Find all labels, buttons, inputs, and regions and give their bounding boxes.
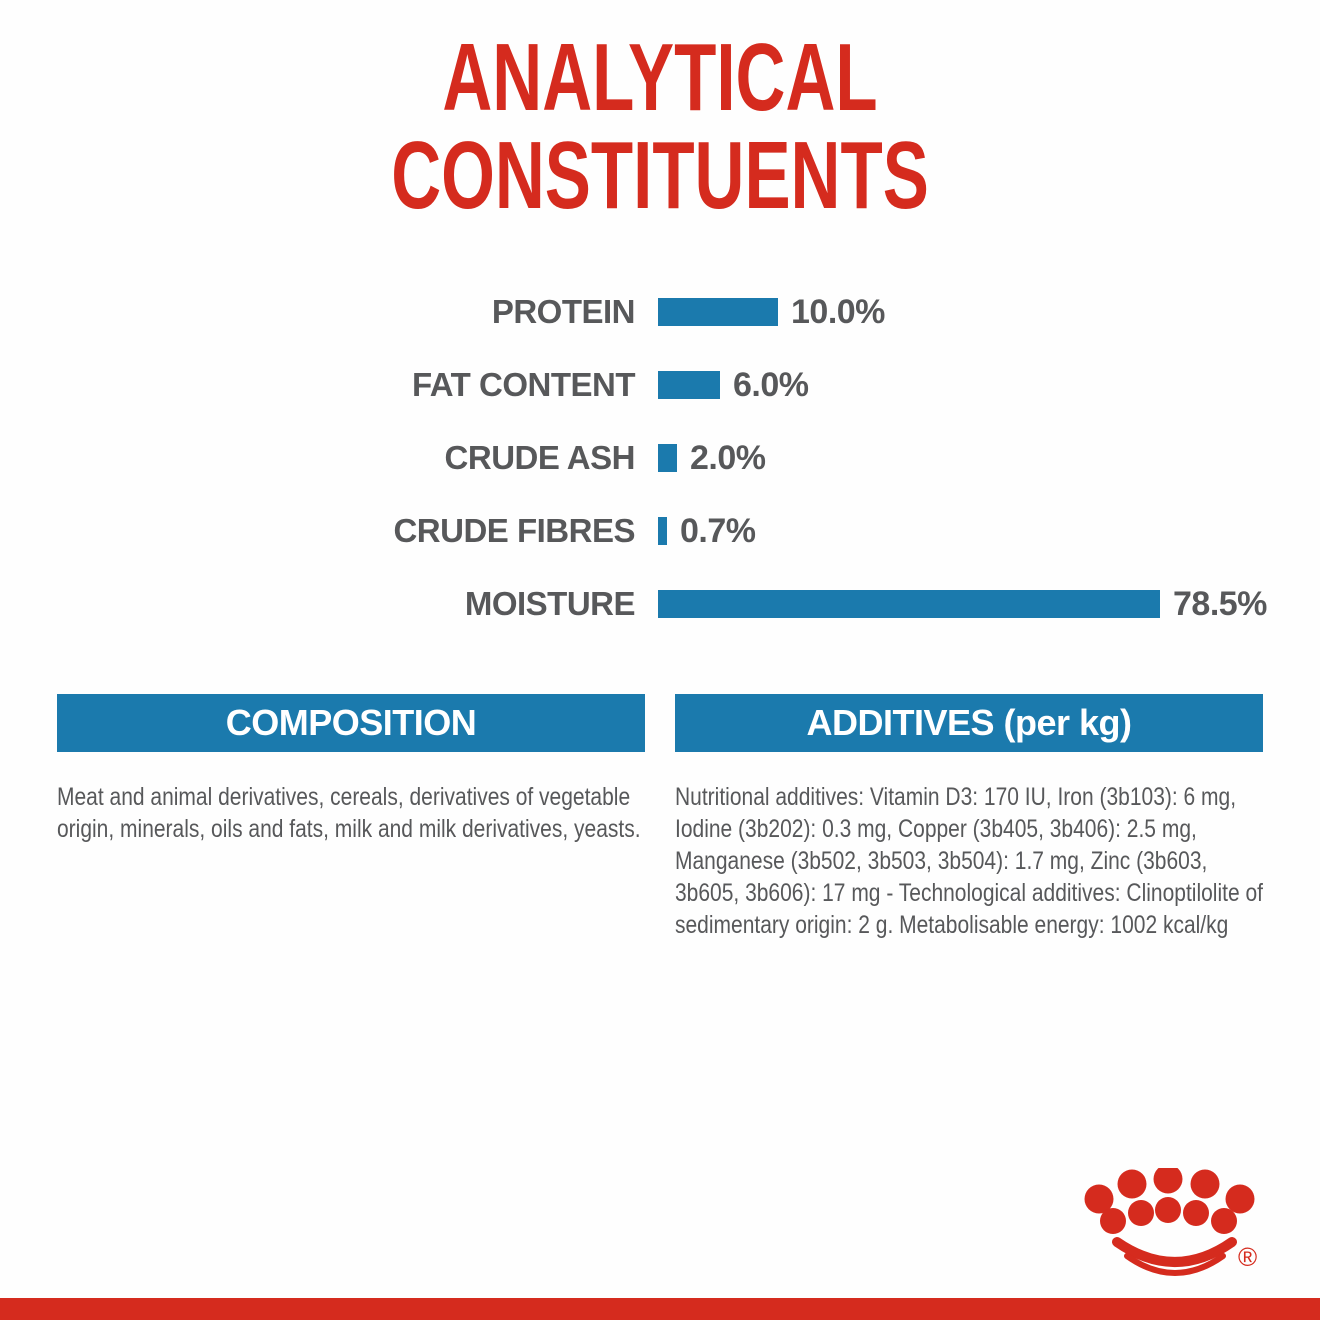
- chart-row-fat-content: [0, 365, 1320, 404]
- chart-bar: [658, 298, 778, 326]
- additives-header: ADDITIVES (per kg): [675, 694, 1263, 752]
- royal-canin-crown-logo: [1080, 1168, 1270, 1300]
- composition-body: Meat and animal derivatives, cereals, derivatives of vegetable origin, minerals, oils and fats, milk and milk derivatives, yeasts.: [57, 783, 641, 843]
- chart-label: FAT CONTENT: [411, 366, 635, 403]
- chart-label: MOISTURE: [464, 585, 635, 622]
- chart-row-crude-ash: [0, 438, 1320, 477]
- chart-value: 6.0%: [733, 365, 809, 404]
- composition-header: COMPOSITION: [57, 694, 645, 752]
- registered-trademark-icon: ®: [1238, 1242, 1258, 1272]
- page-title: [185, 24, 1135, 229]
- chart-value: 2.0%: [690, 438, 766, 477]
- chart-row-crude-fibres: [0, 511, 1320, 550]
- crown-dots: [1085, 1168, 1255, 1234]
- bottom-red-band: [0, 1298, 1320, 1320]
- chart-label: PROTEIN: [491, 293, 635, 330]
- page-title-line2: CONSTITUENTS: [391, 122, 929, 229]
- chart-bar: [658, 590, 1160, 618]
- chart-value: 10.0%: [791, 292, 885, 331]
- chart-bar: [658, 371, 720, 399]
- crown-base-arcs: [1117, 1242, 1232, 1273]
- chart-label: CRUDE FIBRES: [393, 512, 635, 549]
- chart-row-protein: [0, 292, 1320, 331]
- chart-bar: [658, 444, 677, 472]
- analytical-constituents-chart: [0, 292, 1320, 623]
- chart-value: 78.5%: [1173, 584, 1267, 623]
- chart-bar: [658, 517, 667, 545]
- chart-row-moisture: [0, 584, 1320, 623]
- chart-value: 0.7%: [680, 511, 756, 550]
- chart-label: CRUDE ASH: [444, 439, 635, 476]
- page-title-line1: ANALYTICAL: [442, 24, 878, 131]
- additives-body: Nutritional additives: Vitamin D3: 170 IU, Iron (3b103): 6 mg, Iodine (3b202): 0.3 mg, Copper (3b405, 3b406): 2.5 mg, Manganese (3b502, 3b503, 3b504): 1.7 mg, Zinc (3b603, 3b605, 3b606): 17 mg - Technological additives: Clinoptilolite of sedimentary origin: 2 g. Metabolisable energy: 1002 kcal/kg: [675, 783, 1263, 939]
